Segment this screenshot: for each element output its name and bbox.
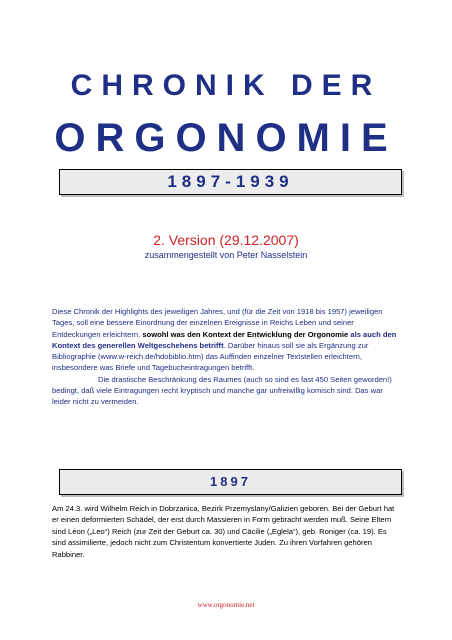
section-year-heading: 1897	[59, 469, 402, 495]
intro-p1-part-d: . Darüber hinaus soll sie als Ergänzung zur Bibliographie (www.w-reich.de/hdobiblio.htm) das Auffinden einzelner Textstellen erleichtern, insbesondere was Briefe und Tagebucheintragungen betrifft.	[52, 340, 369, 373]
intro-p1-bold-1: sowohl was den Kontext der Entwicklung der Orgonomie	[142, 329, 349, 339]
version-label: 2. Version (29.12.2007)	[153, 232, 299, 248]
years-range-box: 1897-1939	[59, 169, 402, 195]
intro-paragraph-1	[52, 306, 400, 374]
intro-paragraph-2: Die drastische Beschränkung des Raumes (auch so sind es fast 450 Seiten geworden!) bedingt, daß viele Eintragungen recht kryptisch und manche gar unfreiwillig komisch sind. Das war leider nicht zu vermeiden.	[52, 374, 392, 407]
section-entry-text: Am 24.3. wird Wilhelm Reich in Dobrzanica, Bezirk Przemyslany/Galizien geboren. Bei der Geburt hat er einen deformierten Schädel, der erst durch Massieren in Form gebracht werden muß. Seine Eltern sind Léon („Leo“) Reich (zur Zeit der Geburt ca. 30) und Cäcilie („Eglela“), geb. Roniger (ca. 19). Es sind assimilierte, jedoch nicht zum Christentum konvertierte Juden. Zu ihren Vorfahren gehören Rabbiner.	[52, 504, 395, 559]
intro-p1-part-a: Diese Chronik der Highlights des jeweiligen Jahres, und (für die Zeit von 1918 bis 1957) jeweiligen Tages, soll eine bessere Einordnung der einzelnen Ereignisse in Reichs Leben und seiner Entdeckungen erleichtern,	[52, 307, 383, 339]
intro-text	[52, 306, 400, 408]
intro-p1-bold-2: als auch den Kontext des generellen Weltgeschehens betrifft	[52, 329, 397, 350]
title-line-1: CHRONIK DER	[70, 69, 382, 102]
compiled-by-label: zusammengestellt von Peter Nasselstein	[144, 250, 308, 260]
section-entry	[52, 503, 402, 560]
footer-url[interactable]: www.orgonomie.net	[197, 601, 255, 609]
title-line-2: ORGONOMIE	[54, 116, 398, 160]
